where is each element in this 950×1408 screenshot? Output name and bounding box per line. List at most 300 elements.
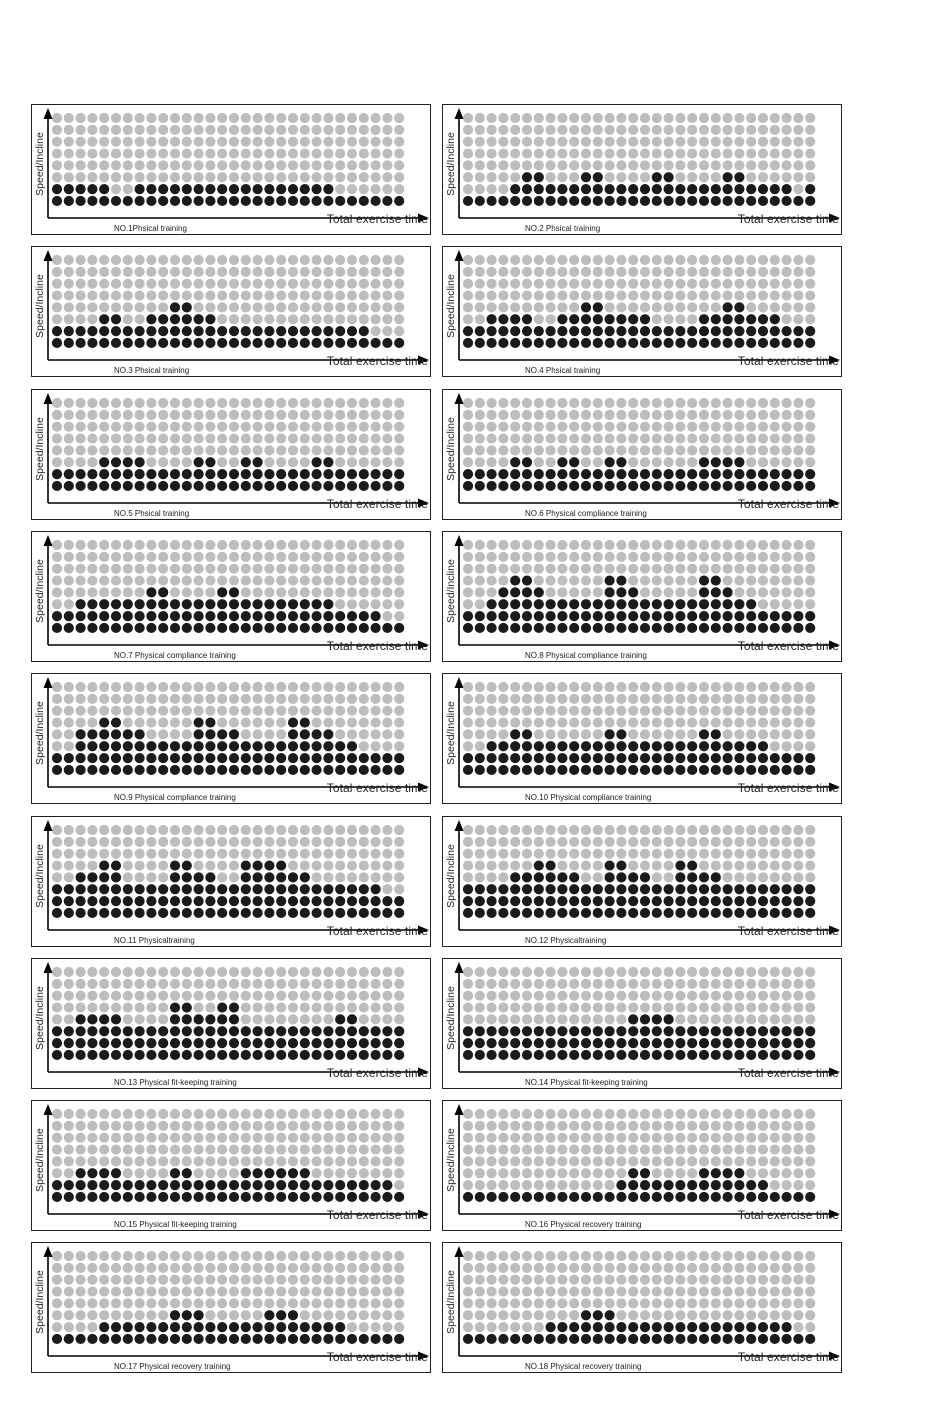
active-dot [758,196,768,206]
inactive-dot [534,1168,544,1178]
active-dot [64,623,74,633]
inactive-dot [723,824,733,834]
active-dot [487,765,497,775]
active-dot [182,907,192,917]
active-dot [510,623,520,633]
inactive-dot [194,433,204,443]
inactive-dot [723,409,733,419]
active-dot [734,1322,744,1332]
active-dot [323,753,333,763]
program-panel [31,673,431,804]
inactive-dot [394,1109,404,1119]
active-dot [312,457,322,467]
inactive-dot [158,967,168,977]
inactive-dot [123,433,133,443]
inactive-dot [463,184,473,194]
inactive-dot [64,824,74,834]
inactive-dot [616,113,626,123]
active-dot [87,469,97,479]
active-dot [699,1038,709,1048]
inactive-dot [146,1109,156,1119]
inactive-dot [394,706,404,716]
active-dot [111,623,121,633]
inactive-dot [135,1014,145,1024]
active-dot [758,907,768,917]
inactive-dot [593,160,603,170]
active-dot [335,623,345,633]
inactive-dot [675,1156,685,1166]
inactive-dot [87,148,97,158]
active-dot [371,896,381,906]
active-dot [593,480,603,490]
inactive-dot [300,397,310,407]
inactive-dot [675,421,685,431]
inactive-dot [99,1287,109,1297]
inactive-dot [463,1287,473,1297]
program-panel [31,1100,431,1231]
inactive-dot [793,990,803,1000]
active-dot [288,326,298,336]
active-dot [534,1192,544,1202]
active-dot [605,469,615,479]
inactive-dot [229,552,239,562]
active-dot [229,1334,239,1344]
inactive-dot [522,540,532,550]
inactive-dot [52,1002,62,1012]
inactive-dot [382,1299,392,1309]
active-dot [782,469,792,479]
inactive-dot [205,1168,215,1178]
inactive-dot [123,445,133,455]
active-dot [99,1026,109,1036]
inactive-dot [616,125,626,135]
active-dot [605,1038,615,1048]
active-dot [664,480,674,490]
active-dot [557,326,567,336]
active-dot [475,1334,485,1344]
active-dot [229,896,239,906]
active-dot [335,1334,345,1344]
inactive-dot [87,967,97,977]
inactive-dot [675,1014,685,1024]
inactive-dot [687,457,697,467]
active-dot [534,860,544,870]
inactive-dot [687,148,697,158]
active-dot [264,1168,274,1178]
inactive-dot [640,1311,650,1321]
inactive-dot [135,291,145,301]
active-dot [300,1334,310,1344]
inactive-dot [675,540,685,550]
inactive-dot [510,694,520,704]
active-dot [359,1334,369,1344]
inactive-dot [312,1168,322,1178]
inactive-dot [699,303,709,313]
active-dot [64,338,74,348]
inactive-dot [557,967,567,977]
inactive-dot [394,397,404,407]
inactive-dot [616,1014,626,1024]
active-dot [687,765,697,775]
inactive-dot [111,587,121,597]
inactive-dot [146,125,156,135]
inactive-dot [170,279,180,289]
inactive-dot [76,457,86,467]
active-dot [664,1014,674,1024]
inactive-dot [593,682,603,692]
inactive-dot [241,682,251,692]
active-dot [687,1334,697,1344]
inactive-dot [793,599,803,609]
active-dot [300,623,310,633]
inactive-dot [158,824,168,834]
inactive-dot [99,125,109,135]
inactive-dot [312,160,322,170]
active-dot [288,480,298,490]
inactive-dot [205,255,215,265]
inactive-dot [475,397,485,407]
active-dot [793,1050,803,1060]
inactive-dot [699,967,709,977]
inactive-dot [323,125,333,135]
active-dot [687,896,697,906]
inactive-dot [217,314,227,324]
inactive-dot [475,314,485,324]
inactive-dot [793,1180,803,1190]
inactive-dot [123,694,133,704]
inactive-dot [581,848,591,858]
inactive-dot [229,1133,239,1143]
inactive-dot [158,1311,168,1321]
inactive-dot [52,1014,62,1024]
inactive-dot [52,433,62,443]
inactive-dot [699,137,709,147]
active-dot [194,741,204,751]
inactive-dot [217,1133,227,1143]
inactive-dot [64,1133,74,1143]
inactive-dot [557,433,567,443]
active-dot [734,1192,744,1202]
inactive-dot [782,1014,792,1024]
inactive-dot [52,125,62,135]
inactive-dot [805,255,815,265]
inactive-dot [498,575,508,585]
active-dot [616,587,626,597]
active-dot [288,718,298,728]
active-dot [616,872,626,882]
inactive-dot [64,1299,74,1309]
inactive-dot [335,137,345,147]
inactive-dot [581,421,591,431]
inactive-dot [288,967,298,977]
inactive-dot [581,967,591,977]
inactive-dot [770,1311,780,1321]
active-dot [276,326,286,336]
active-dot [312,599,322,609]
inactive-dot [605,113,615,123]
active-dot [146,753,156,763]
active-dot [146,480,156,490]
active-dot [135,884,145,894]
inactive-dot [371,848,381,858]
active-dot [158,1192,168,1202]
inactive-dot [276,990,286,1000]
inactive-dot [758,1002,768,1012]
inactive-dot [510,172,520,182]
inactive-dot [605,279,615,289]
inactive-dot [253,409,263,419]
inactive-dot [475,267,485,277]
inactive-dot [616,1263,626,1273]
inactive-dot [229,409,239,419]
active-dot [194,896,204,906]
inactive-dot [616,848,626,858]
inactive-dot [605,291,615,301]
inactive-dot [463,255,473,265]
inactive-dot [99,848,109,858]
inactive-dot [640,113,650,123]
inactive-dot [534,848,544,858]
inactive-dot [229,421,239,431]
inactive-dot [628,113,638,123]
inactive-dot [746,1156,756,1166]
active-dot [805,623,815,633]
active-dot [135,1050,145,1060]
inactive-dot [276,1275,286,1285]
inactive-dot [487,1287,497,1297]
inactive-dot [534,1275,544,1285]
inactive-dot [158,1121,168,1131]
inactive-dot [135,1251,145,1261]
inactive-dot [746,1121,756,1131]
inactive-dot [64,1014,74,1024]
inactive-dot [300,457,310,467]
inactive-dot [640,148,650,158]
inactive-dot [323,682,333,692]
inactive-dot [323,137,333,147]
inactive-dot [734,1014,744,1024]
inactive-dot [288,172,298,182]
active-dot [76,326,86,336]
inactive-dot [463,1168,473,1178]
active-dot [170,1168,180,1178]
active-dot [170,907,180,917]
inactive-dot [746,872,756,882]
inactive-dot [675,587,685,597]
inactive-dot [605,148,615,158]
inactive-dot [628,1299,638,1309]
active-dot [510,338,520,348]
inactive-dot [510,860,520,870]
inactive-dot [581,575,591,585]
inactive-dot [687,255,697,265]
active-dot [593,1192,603,1202]
inactive-dot [135,148,145,158]
active-dot [371,1050,381,1060]
inactive-dot [241,1311,251,1321]
inactive-dot [335,575,345,585]
inactive-dot [687,1168,697,1178]
inactive-dot [288,409,298,419]
inactive-dot [593,729,603,739]
active-dot [546,907,556,917]
inactive-dot [498,267,508,277]
active-dot [522,469,532,479]
active-dot [522,314,532,324]
inactive-dot [323,1156,333,1166]
inactive-dot [276,694,286,704]
inactive-dot [371,1275,381,1285]
inactive-dot [300,967,310,977]
inactive-dot [312,563,322,573]
active-dot [746,896,756,906]
program-title: NO.6 Physical compliance training [525,508,647,518]
inactive-dot [805,682,815,692]
inactive-dot [569,718,579,728]
active-dot [276,1334,286,1344]
inactive-dot [652,409,662,419]
active-dot [170,1050,180,1060]
inactive-dot [394,1263,404,1273]
inactive-dot [522,1299,532,1309]
inactive-dot [288,255,298,265]
inactive-dot [652,125,662,135]
inactive-dot [664,1145,674,1155]
inactive-dot [264,706,274,716]
inactive-dot [581,409,591,419]
inactive-dot [687,552,697,562]
inactive-dot [135,113,145,123]
inactive-dot [770,694,780,704]
inactive-dot [616,1275,626,1285]
active-dot [487,753,497,763]
active-dot [616,765,626,775]
active-dot [699,896,709,906]
active-dot [264,1038,274,1048]
active-dot [770,184,780,194]
inactive-dot [52,860,62,870]
inactive-dot [335,1109,345,1119]
inactive-dot [652,303,662,313]
active-dot [194,326,204,336]
inactive-dot [182,113,192,123]
inactive-dot [170,706,180,716]
inactive-dot [288,552,298,562]
active-dot [546,741,556,751]
inactive-dot [52,1311,62,1321]
inactive-dot [652,255,662,265]
inactive-dot [371,1322,381,1332]
active-dot [146,196,156,206]
inactive-dot [463,303,473,313]
inactive-dot [394,445,404,455]
active-dot [87,765,97,775]
inactive-dot [394,694,404,704]
inactive-dot [87,433,97,443]
inactive-dot [76,860,86,870]
inactive-dot [312,255,322,265]
active-dot [99,860,109,870]
inactive-dot [323,587,333,597]
inactive-dot [734,291,744,301]
inactive-dot [359,397,369,407]
inactive-dot [652,1275,662,1285]
inactive-dot [146,1287,156,1297]
inactive-dot [687,1263,697,1273]
active-dot [510,326,520,336]
inactive-dot [557,848,567,858]
active-dot [546,326,556,336]
active-dot [335,765,345,775]
inactive-dot [359,1121,369,1131]
program-title: NO.1Phsical training [114,224,187,233]
active-dot [640,1180,650,1190]
y-axis-arrow-icon [44,535,53,546]
inactive-dot [746,1168,756,1178]
active-dot [734,338,744,348]
active-dot [253,896,263,906]
active-dot [723,314,733,324]
inactive-dot [593,1168,603,1178]
inactive-dot [111,1287,121,1297]
inactive-dot [510,113,520,123]
inactive-dot [793,421,803,431]
inactive-dot [194,125,204,135]
inactive-dot [170,172,180,182]
inactive-dot [253,1121,263,1131]
inactive-dot [723,1109,733,1119]
inactive-dot [382,824,392,834]
inactive-dot [699,1287,709,1297]
inactive-dot [758,433,768,443]
active-dot [546,872,556,882]
inactive-dot [194,575,204,585]
active-dot [111,729,121,739]
active-dot [64,326,74,336]
active-dot [675,765,685,775]
inactive-dot [264,848,274,858]
inactive-dot [382,255,392,265]
inactive-dot [746,967,756,977]
active-dot [359,753,369,763]
inactive-dot [394,718,404,728]
inactive-dot [793,445,803,455]
active-dot [699,872,709,882]
inactive-dot [253,1109,263,1119]
inactive-dot [805,729,815,739]
inactive-dot [371,967,381,977]
active-dot [510,611,520,621]
inactive-dot [76,1156,86,1166]
active-dot [734,1038,744,1048]
inactive-dot [123,824,133,834]
inactive-dot [687,587,697,597]
inactive-dot [335,255,345,265]
active-dot [300,1050,310,1060]
inactive-dot [675,113,685,123]
inactive-dot [158,1287,168,1297]
inactive-dot [382,148,392,158]
active-dot [723,611,733,621]
active-dot [782,623,792,633]
inactive-dot [52,445,62,455]
inactive-dot [394,824,404,834]
inactive-dot [300,160,310,170]
active-dot [382,765,392,775]
active-dot [723,884,733,894]
active-dot [205,872,215,882]
inactive-dot [475,682,485,692]
